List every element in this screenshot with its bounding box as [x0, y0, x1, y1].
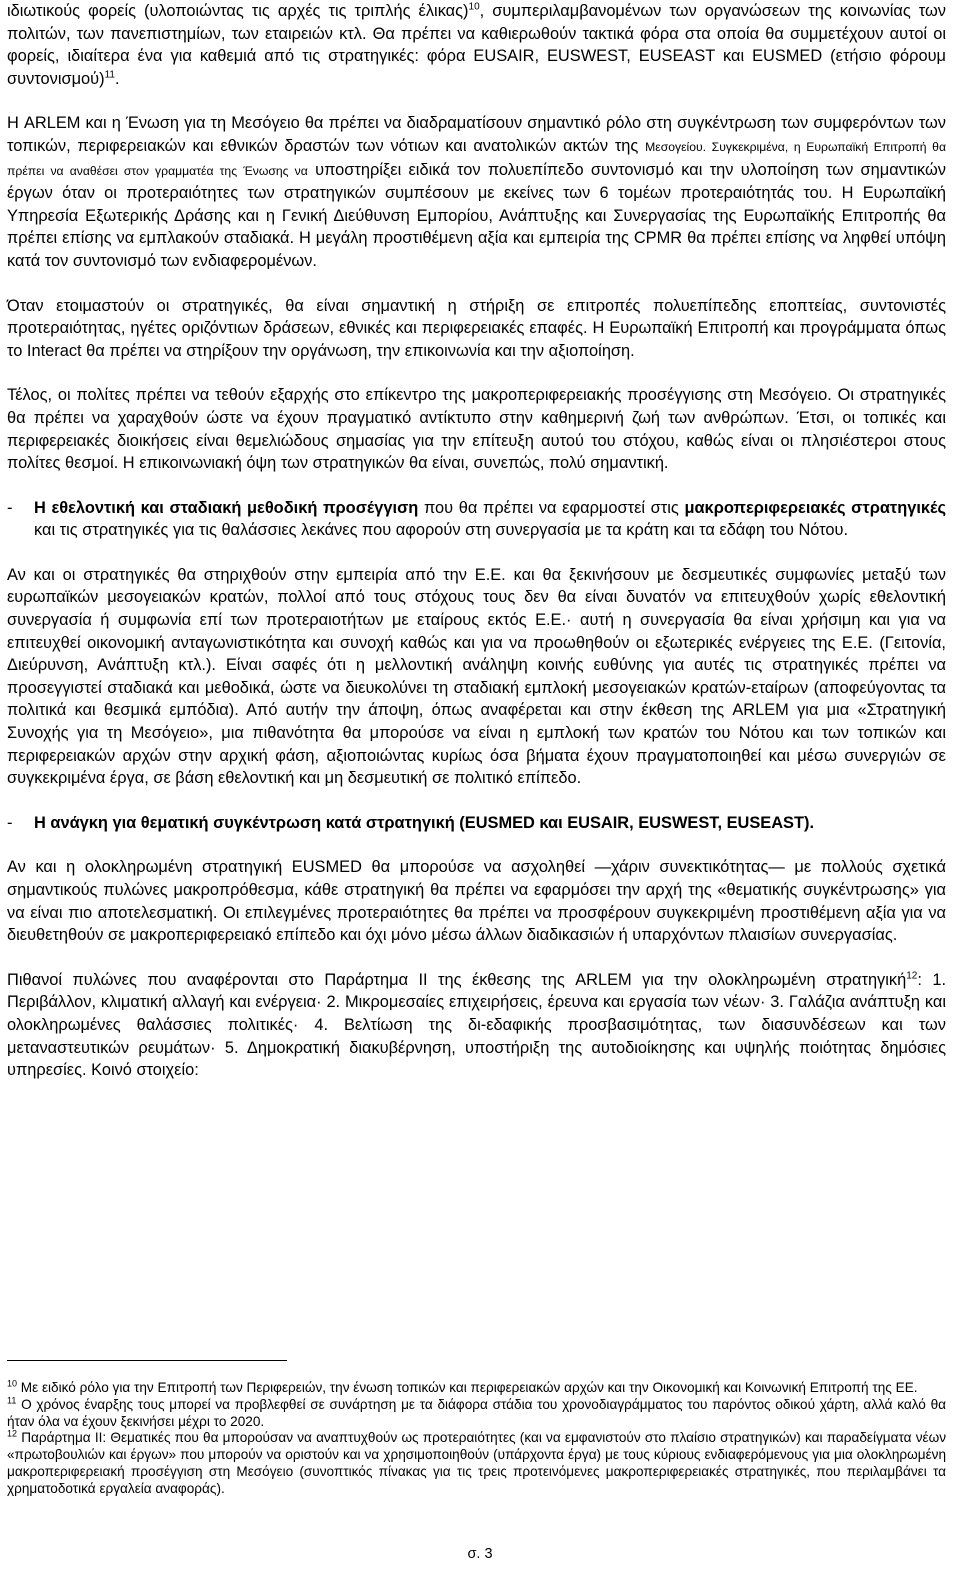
footnote-11 [7, 1397, 946, 1431]
footnotes [7, 1380, 946, 1498]
bullet-bold-2: μακροπεριφερειακές στρατηγικές [684, 498, 946, 517]
document-body [7, 0, 946, 1082]
paragraph-6: Αν και η ολοκληρωμένη στρατηγική EUSMED θα μπορούσε να ασχοληθεί —χάριν συνεκτικότητας— με πολλούς σχετικά σημαντικούς πυλώνες μακροπρόθεσμα, κάθε στρατηγική θα πρέπει να εφαρμόσει την αρχή της «θεματικής συγκέντρωσης» για να είναι πιο αποτελεσματική. Οι επιλεγμένες προτεραιότητες θα πρέπει να προσφέρουν συγκεκριμένη προστιθέμενη αξία για να διευθετηθούν σε μακροπεριφερειακό επίπεδο και όχι μόνο μέσω άλλων διαδικασιών ή υπαρχόντων πλαισίων συνεργασίας. [7, 858, 946, 945]
footnote-ref-12: 12 [906, 970, 918, 982]
page-number: σ. 3 [467, 1546, 493, 1562]
paragraph-1-text-c: . [114, 69, 120, 88]
bullet-dash: - [7, 498, 13, 517]
bullet-bold-1: Η εθελοντική και σταδιακή μεθοδική προσέγγιση [34, 498, 419, 517]
bullet-voluntary-approach [7, 497, 946, 542]
paragraph-7 [7, 969, 946, 1082]
paragraph-1-text-b: , συμπεριλαμβανομένων των οργανώσεων της κοινωνίας των πολιτών, των πανεπιστημίων, των εταιρειών κτλ. Θα πρέπει να καθιερωθούν τακτικά φόρα στα οποία θα συμμετέχουν αυτοί οι φορείς, ιδιαίτερα ένα για καθεμιά από τις στρατηγικές: φόρα EUSAIR, EUSWEST, EUSEAST και EUSMED (ετήσιο φόρουμ συντονισμού) [7, 2, 947, 88]
bullet-dash: - [7, 813, 13, 832]
bullet-text-1: που θα πρέπει να εφαρμοστεί στις [418, 498, 685, 517]
bullet-text [34, 497, 946, 542]
paragraph-1 [7, 0, 946, 90]
bullet-thematic-concentration [7, 812, 946, 835]
paragraph-2 [7, 112, 946, 272]
paragraph-2-small-text: Μεσογείου. Συγκεκριμένα, η Ευρωπαϊκή Επιτροπή θα πρέπει να αναθέσει στον γραμματέα της Ένωσης να [7, 139, 947, 178]
paragraph-5: Αν και οι στρατηγικές θα στηριχθούν στην εμπειρία από την Ε.Ε. και θα ξεκινήσουν με δεσμευτικές συμφωνίες μεταξύ των ευρωπαϊκών μεσογειακών κρατών, πολλοί από τους στόχους τους δεν θα είναι δυνατόν να επιτευχθούν χωρίς εθελοντική συνεργασία ή συμφωνία επί των προτεραιοτήτων με εταίρους εκτός Ε.Ε.· αυτή η συνεργασία θα είναι χρήσιμη και για να επιτευχθεί οικονομική ανταγωνιστικότητα και συνοχή καθώς και για να προωθηθούν οι εξωτερικές ενέργειες της Ε.Ε. (Γειτονία, Διεύρυνση, Ανάπτυξη κτλ.). Είναι σαφές ότι η μελλοντική ανάληψη κοινής ευθύνης για αυτές τις στρατηγικές πρέπει να προσεγγιστεί σταδιακά και μεθοδικά, ώστε να διευκολύνει τη σταδιακή εμπλοκή μεσογειακών κρατών-εταίρων (αποφεύγοντας τα πολιτικά και θεσμικά εμπόδια). Από αυτήν την άποψη, όπως αναφέρεται και στην έκθεση της ARLEM για μια «Στρατηγική Συνοχής για τη Μεσόγειο», μια πιθανότητα θα μπορούσε να είναι η εμπλοκή των κρατών του Νότου και των τοπικών και περιφερειακών αρχών στην αρχική φάση, αξιοποιώντας κυρίως όσα βήματα έχουν πραγματοποιηθεί και μέσω συνεργιών σε συγκεκριμένα έργα, σε βάση εθελοντική και μη δεσμευτική σε πολιτικό επίπεδο. [7, 565, 946, 788]
footnote-ref-11: 11 [104, 69, 115, 81]
bullet-text-2: και τις στρατηγικές για τις θαλάσσιες λεκάνες που αφορούν στη συνεργασία με τα κράτη και τα εδάφη του Νότου. [34, 521, 849, 540]
footnote-number: 10 [7, 1378, 18, 1389]
paragraph-7-text-b: : 1. Περιβάλλον, κλιματική αλλαγή και ενέργεια· 2. Μικρομεσαίες επιχειρήσεις, έρευνα και εργασία των νέων· 3. Γαλάζια ανάπτυξη και ολοκληρωμένες θαλάσσιες πολιτικές· 4. Βελτίωση της δι-εδαφικής προσβασιμότητας, των διασυνδέσεων και των μεταναστευτικών ρευμάτων· 5. Δημοκρατική διακυβέρνηση, υποστήριξη της αυτοδιοίκησης και υψηλής ποιότητας δημόσιες υπηρεσίες. Κοινό στοιχείο: [7, 970, 947, 1080]
footnote-10 [7, 1380, 946, 1397]
paragraph-3: Όταν ετοιμαστούν οι στρατηγικές, θα είναι σημαντική η στήριξη σε επιτροπές πολυεπίπεδης εποπτείας, συντονιστές προτεραιότητας, ηγέτες οριζόντιων δράσεων, εθνικές και περιφερειακές επαφές. Η Ευρωπαϊκή Επιτροπή και προγράμματα όπως το Interact θα πρέπει να στηρίξουν την οργάνωση, την επικοινωνία και την αξιοποίηση. [7, 296, 946, 360]
bullet-bold-text: Η ανάγκη για θεματική συγκέντρωση κατά στρατηγική (EUSMED και EUSAIR, EUSWEST, EUSEAST). [34, 813, 815, 832]
footnote-separator [7, 1360, 287, 1361]
footnote-number: 12 [7, 1428, 18, 1439]
footnote-text: Ο χρόνος έναρξης τους μπορεί να προβλεφθεί σε συνάρτηση με τα διάφορα στάδια του χρονοδιαγράμματος του παρόντος οδικού χάρτη, αλλά καλό θα ήταν όλα να έχουν ξεκινήσει μέχρι το 2020. [7, 1396, 946, 1429]
paragraph-1-text-a: ιδιωτικούς φορείς (υλοποιώντας τις αρχές τις τριπλής έλικας) [7, 2, 469, 20]
footnote-12 [7, 1430, 946, 1497]
footnote-text: Με ειδικό ρόλο για την Επιτροπή των Περιφερειών, την ένωση τοπικών και περιφερειακών αρχών και την Οικονομική και Κοινωνική Επιτροπή της ΕΕ. [20, 1380, 918, 1395]
footnote-ref-10: 10 [468, 1, 480, 13]
paragraph-7-text-a: Πιθανοί πυλώνες που αναφέρονται στο Παράρτημα II της έκθεσης της ARLEM για την ολοκληρωμένη στρατηγική [7, 970, 907, 989]
paragraph-2-text-a: Η ARLEM και η Ένωση για τη Μεσόγειο θα πρέπει να διαδραματίσουν σημαντικό ρόλο στη συγκέντρωση των συμφερόντων των τοπικών, περιφερειακών και εθνικών δραστών των νότιων και ανατολικών ακτών της [7, 114, 946, 155]
paragraph-2-text-b: υποστηρίξει ειδικά τον πολυεπίπεδο συντονισμό και την υλοποίηση των σημαντικών έργων όταν οι προτεραιότητες των στρατηγικών συμπέσουν με εκείνες των 6 τομέων προτεραιότητάς του. Η Ευρωπαϊκή Υπηρεσία Εξωτερικής Δράσης και η Γενική Διεύθυνση Εμπορίου, Ανάπτυξης και Συνεργασίας της Ευρωπαϊκής Επιτροπής θα πρέπει επίσης να εμπλακούν σταδιακά. Η μεγάλη προστιθέμενη αξία και εμπειρία της CPMR θα πρέπει επίσης να ληφθεί υπόψη κατά τον συντονισμό των ενδιαφερομένων. [7, 160, 947, 270]
paragraph-4: Τέλος, οι πολίτες πρέπει να τεθούν εξαρχής στο επίκεντρο της μακροπεριφερειακής προσέγγισης στη Μεσόγειο. Οι στρατηγικές θα πρέπει να χαραχθούν ώστε να έχουν πραγματικό αντίκτυπο στην καθημερινή ζωή των ανθρώπων. Έτσι, οι τοπικές και περιφερειακές διοικήσεις είναι θεμελιώδους σημασίας για την επίτευξη αυτού του στόχου, καθώς είναι οι πλησιέστεροι στους πολίτες θεσμοί. Η επικοινωνιακή όψη των στρατηγικών θα είναι, συνεπώς, πολύ σημαντική. [7, 386, 946, 473]
footnote-number: 11 [7, 1395, 17, 1406]
footnote-text: Παράρτημα II: Θεματικές που θα μπορούσαν να αναπτυχθούν ως προτεραιότητες (και να εμφανιστούν στο πλαίσιο στρατηγικών) και παραδείγματα νέων «πρωτοβουλιών και έργων» που μπορούν να οριστούν και να χρησιμοποιηθούν (υπάρχοντα έργα) με τους κύριους ενδιαφερόμενους για μια ολοκληρωμένη μακροπεριφερειακή προσέγγιση στη Μεσόγειο (συνοπτικός πίνακας για τις τρεις προτεινόμενες μακροπεριφερειακές στρατηγικές, που περιλαμβάνει τα χρηματοδοτικά εργαλεία αναφοράς). [7, 1430, 946, 1496]
